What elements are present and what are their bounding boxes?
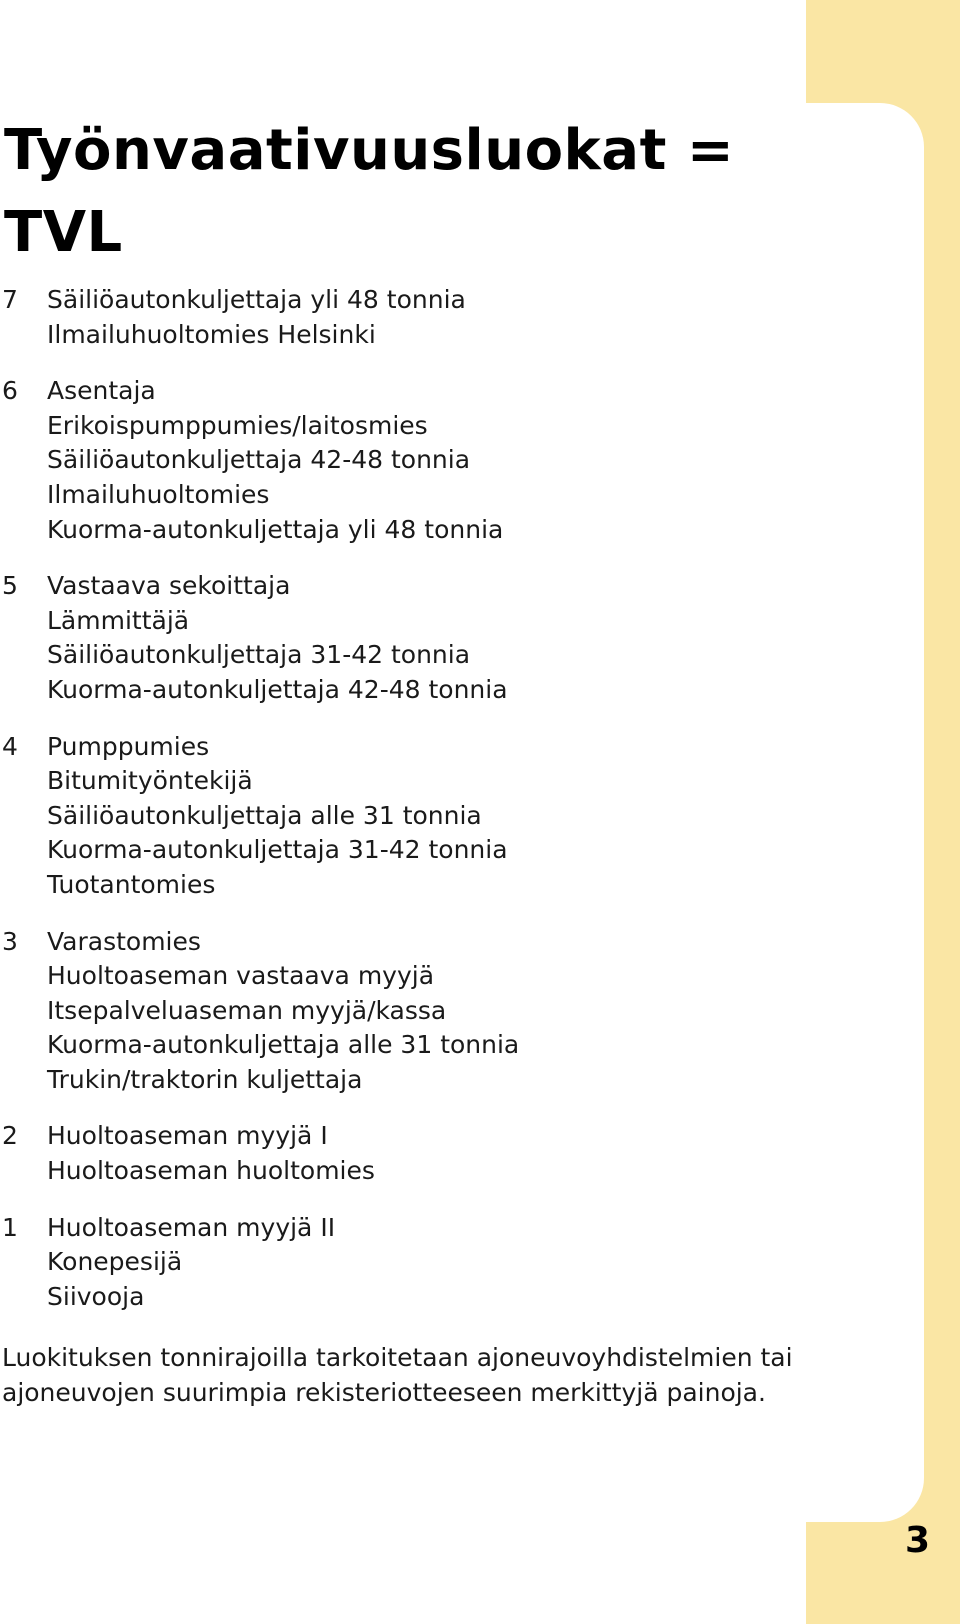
page-title: Työnvaativuusluokat = TVL: [4, 118, 735, 265]
job-title: Erikoispumppumies/laitosmies: [47, 410, 428, 440]
class-group: [2, 1119, 792, 1188]
job-title: Vastaava sekoittaja: [47, 571, 291, 601]
job-list: [47, 283, 792, 352]
page-number: 3: [905, 1520, 931, 1561]
side-band-cutout: [806, 103, 924, 1522]
class-level: 7: [2, 285, 18, 314]
class-level: 4: [2, 731, 18, 761]
job-list: [47, 569, 792, 707]
job-list: [47, 1211, 792, 1315]
class-group: [2, 730, 792, 903]
classification-list: [2, 283, 792, 1336]
job-list: [47, 374, 792, 547]
job-title: Kuorma-autonkuljettaja yli 48 tonnia: [47, 514, 504, 544]
class-group: [2, 283, 792, 352]
job-title: Huoltoaseman huoltomies: [47, 1156, 375, 1186]
class-level: 6: [2, 376, 18, 406]
class-group: [2, 1211, 792, 1315]
job-title: Ilmailuhuoltomies Helsinki: [47, 319, 376, 349]
job-list: [47, 730, 792, 903]
job-title: Lämmittäjä: [47, 605, 190, 635]
job-title: Säiliöautonkuljettaja 42-48 tonnia: [47, 445, 471, 475]
class-level: 3: [2, 926, 18, 956]
job-title: Säiliöautonkuljettaja yli 48 tonnia: [47, 285, 466, 314]
class-level: 1: [2, 1212, 18, 1242]
class-group: [2, 569, 792, 707]
job-title: Tuotantomies: [47, 869, 216, 899]
job-title: Ilmailuhuoltomies: [47, 479, 270, 509]
job-title: Asentaja: [47, 376, 156, 406]
job-title: Kuorma-autonkuljettaja alle 31 tonnia: [47, 1030, 520, 1060]
job-title: Huoltoaseman vastaava myyjä: [47, 961, 435, 991]
class-group: [2, 374, 792, 547]
class-group: [2, 925, 792, 1098]
job-list: [47, 925, 792, 1098]
job-title: Bitumityöntekijä: [47, 766, 253, 796]
job-title: Varastomies: [47, 926, 201, 956]
job-title: Huoltoaseman myyjä II: [47, 1212, 336, 1242]
footnote: Luokituksen tonnirajoilla tarkoitetaan ajoneuvoyhdistelmien tai ajoneuvojen suurimpia rekisteriotteeseen merkittyjä painoja.: [2, 1343, 793, 1407]
job-title: Siivooja: [47, 1281, 145, 1311]
job-title: Konepesijä: [47, 1247, 183, 1277]
job-title: Pumppumies: [47, 731, 210, 761]
job-list: [47, 1119, 792, 1188]
job-title: Kuorma-autonkuljettaja 31-42 tonnia: [47, 835, 508, 865]
job-title: Kuorma-autonkuljettaja 42-48 tonnia: [47, 674, 508, 704]
job-title: Trukin/traktorin kuljettaja: [47, 1064, 363, 1094]
class-level: 5: [2, 571, 18, 601]
job-title: Säiliöautonkuljettaja alle 31 tonnia: [47, 800, 482, 830]
job-title: Itsepalveluaseman myyjä/kassa: [47, 995, 447, 1025]
class-level: 2: [2, 1121, 18, 1151]
job-title: Huoltoaseman myyjä I: [47, 1121, 328, 1151]
job-title: Säiliöautonkuljettaja 31-42 tonnia: [47, 640, 471, 670]
